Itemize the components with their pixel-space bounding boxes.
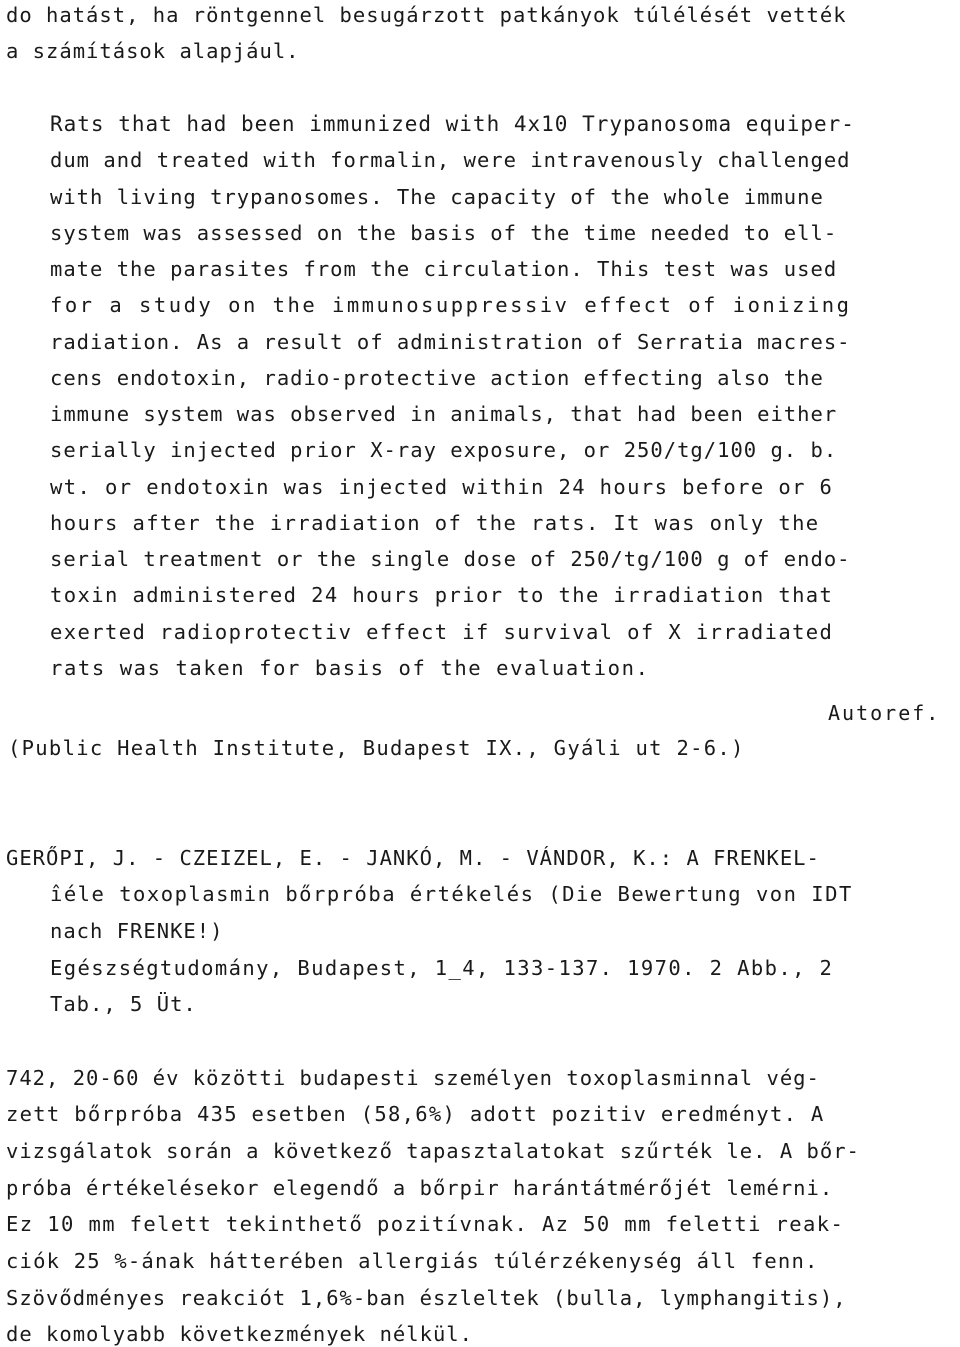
abstract-line-4: system was assessed on the basis of the time needed to ell- bbox=[50, 221, 838, 245]
citation-line-1: GERŐPI, J. - CZEIZEL, E. - JANKÓ, M. - VÁNDOR, K.: A FRENKEL- bbox=[6, 846, 820, 870]
abstract-line-2: dum and treated with formalin, were intravenously challenged bbox=[50, 148, 851, 172]
abstract-line-11: wt. or endotoxin was injected within 24 hours before or 6 bbox=[50, 475, 834, 499]
institute-affiliation: (Public Health Institute, Budapest IX., Gyáli ut 2-6.) bbox=[8, 736, 745, 760]
abstract-line-16: rats was taken for basis of the evaluation. bbox=[50, 656, 650, 680]
citation-line-3: nach FRENKE!) bbox=[50, 919, 224, 943]
body-line-3: vizsgálatok során a következő tapasztalatokat szűrték le. A bőr- bbox=[6, 1139, 860, 1163]
abstract-line-10: serially injected prior X-ray exposure, or 250/tg/100 g. b. bbox=[50, 438, 838, 462]
abstract-line-15: exerted radioprotectiv effect if survival of X irradiated bbox=[50, 620, 834, 644]
abstract-line-13: serial treatment or the single dose of 250/tg/100 g of endo- bbox=[50, 547, 851, 571]
intro-line-1: do hatást, ha röntgennel besugárzott patkányok túlélését vették bbox=[6, 3, 847, 27]
abstract-line-5: mate the parasites from the circulation. This test was used bbox=[50, 257, 838, 281]
abstract-line-3: with living trypanosomes. The capacity of the whole immune bbox=[50, 185, 824, 209]
abstract-line-14: toxin administered 24 hours prior to the irradiation that bbox=[50, 583, 834, 607]
abstract-line-12: hours after the irradiation of the rats. It was only the bbox=[50, 511, 820, 535]
autoref-label: Autoref. bbox=[828, 701, 941, 725]
abstract-line-1: Rats that had been immunized with 4x10 Trypanosoma equiper- bbox=[50, 112, 855, 136]
abstract-line-6: for a study on the immunosuppressiv effect of ionizing bbox=[50, 293, 852, 317]
abstract-line-8: cens endotoxin, radio-protective action effecting also the bbox=[50, 366, 824, 390]
abstract-line-7: radiation. As a result of administration of Serratia macres- bbox=[50, 330, 851, 354]
body-line-6: ciók 25 %-ának hátterében allergiás túlérzékenység áll fenn. bbox=[6, 1249, 819, 1273]
citation-line-5: Tab., 5 Üt. bbox=[50, 992, 197, 1016]
intro-line-2: a számítások alapjául. bbox=[6, 39, 300, 63]
body-line-4: próba értékelésekor elegendő a bőrpir harántátmérőjét lemérni. bbox=[6, 1176, 834, 1200]
abstract-line-9: immune system was observed in animals, that had been either bbox=[50, 402, 838, 426]
body-line-2: zett bőrpróba 435 esetben (58,6%) adott pozitiv eredményt. A bbox=[6, 1102, 825, 1126]
body-line-1: 742, 20-60 év közötti budapesti személyen toxoplasminnal vég- bbox=[6, 1066, 820, 1090]
body-line-5: Ez 10 mm felett tekinthető pozitívnak. Az 50 mm feletti reak- bbox=[6, 1212, 845, 1236]
citation-line-2: îéle toxoplasmin bőrpróba értékelés (Die Bewertung von IDT bbox=[50, 882, 853, 906]
body-line-8: de komolyabb következmények nélkül. bbox=[6, 1322, 473, 1346]
citation-line-4: Egészségtudomány, Budapest, 1_4, 133-137. 1970. 2 Abb., 2 bbox=[50, 956, 834, 980]
body-line-7: Szövődményes reakciót 1,6%-ban észleltek (bulla, lymphangitis), bbox=[6, 1286, 847, 1310]
